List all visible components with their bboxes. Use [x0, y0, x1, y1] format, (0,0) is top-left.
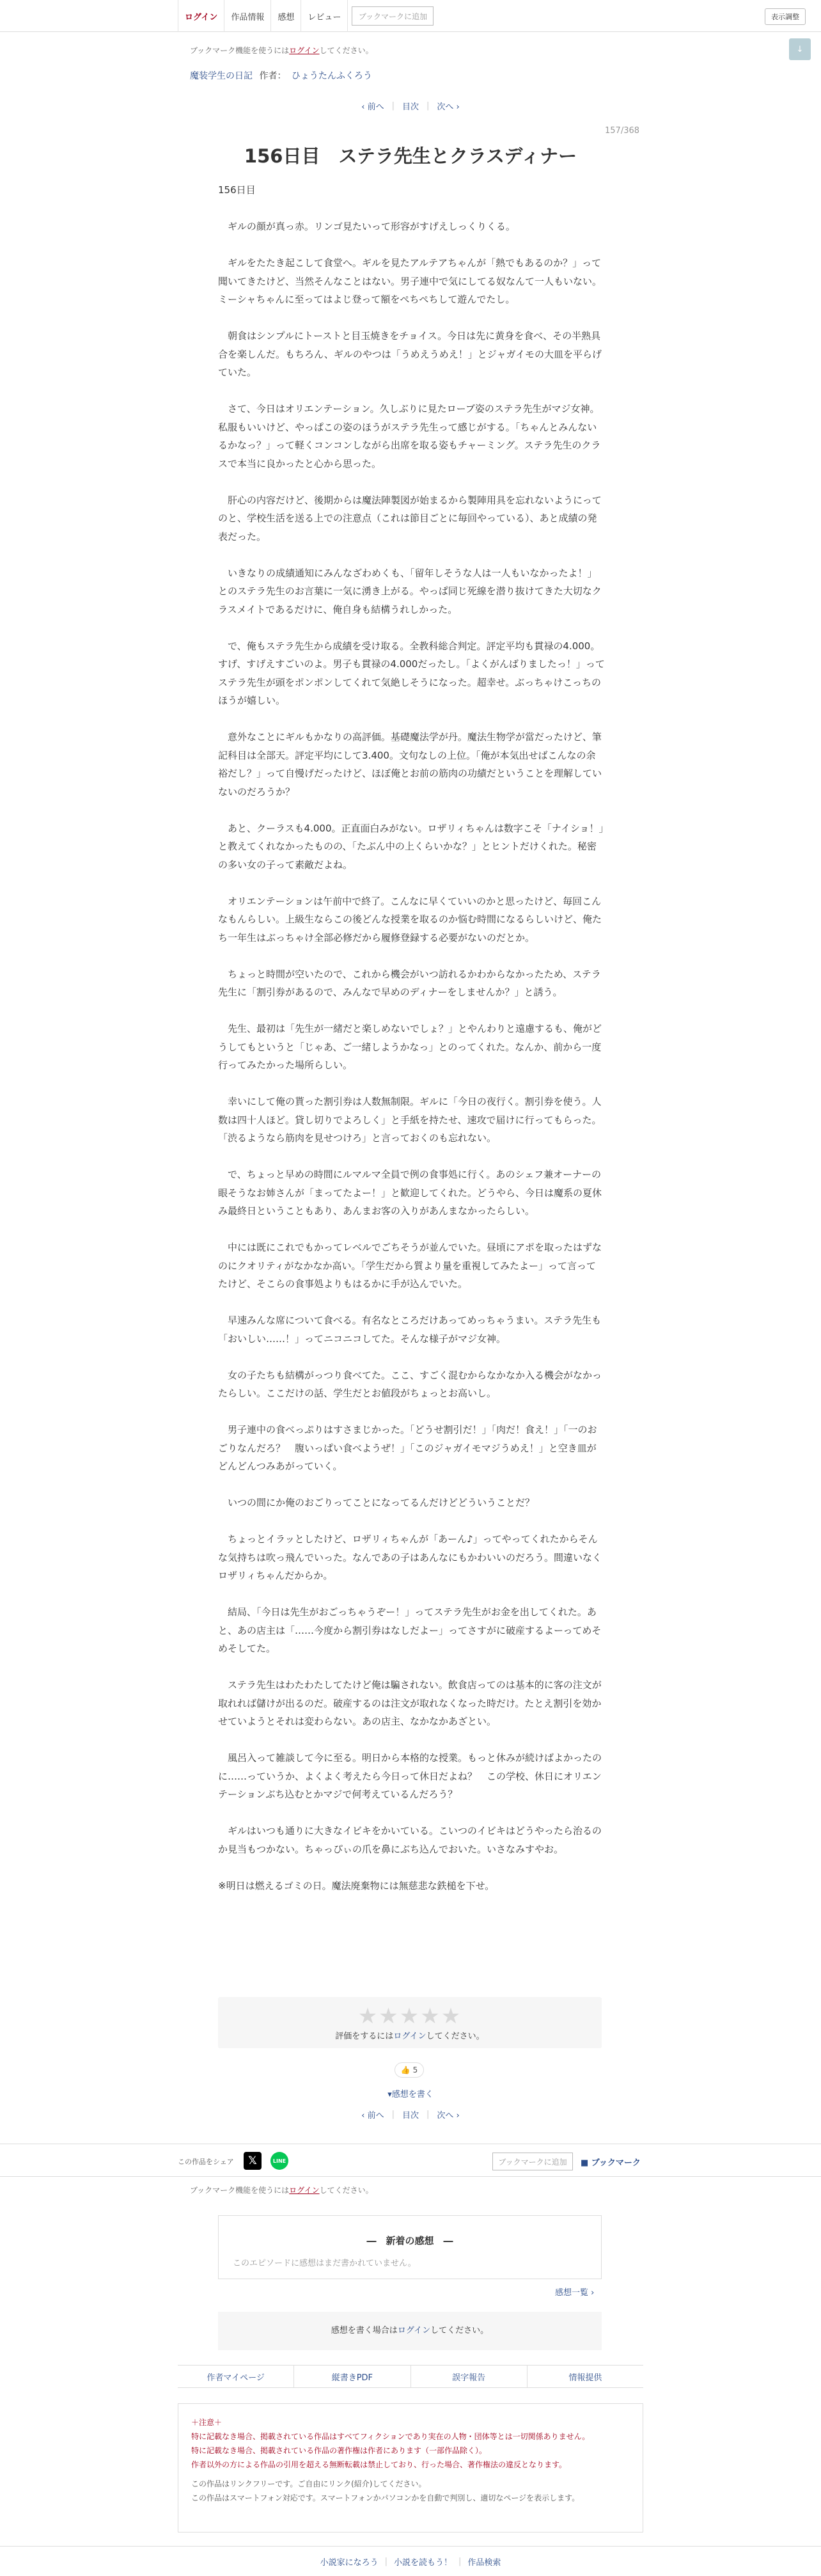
rating-message: 評価をするにはログインしてください。	[335, 2032, 485, 2041]
next-link[interactable]: 次へ ›	[437, 102, 460, 112]
caution-heading: ＋注意＋	[191, 2418, 223, 2427]
author-page-link[interactable]: 作者マイページ	[207, 2373, 265, 2383]
display-settings-button[interactable]: 表示調整	[765, 8, 806, 25]
caution-line: 特に記載なき場合、掲載されている作品の著作権は作者にあります（一部作品除く）。	[191, 2446, 487, 2455]
episode-counter: 157/368	[605, 126, 640, 136]
footer-links	[178, 2365, 643, 2388]
novel-paragraph: 中には既にこれでもかってレベルでごちそうが並んでいた。昼頃にアポを取ったはずなのにクオリティがなかなか高い。「学生だから質より量を重視してみたよー」って言ってたけど、そこらの食事処よりもはるかに手が込んでいた。	[218, 1242, 602, 1290]
impressions-link[interactable]: 感想	[270, 0, 301, 32]
novel-paragraph: で、ちょっと早めの時間にルマルマ全員で例の食事処に行く。あのシェフ兼オーナーの眼そうなお姉さんが「まってたよー！」と歓迎してくれた。どうやら、今日は魔系の夏休み最終日ということもあり、あんまお客の入りがあんまなかったらしい。	[218, 1169, 602, 1217]
new-impressions-title: ― 新着の感想 ―	[366, 2235, 453, 2247]
rating-box	[218, 1997, 602, 2048]
toc-link-bottom[interactable]: 目次	[402, 2111, 419, 2121]
novel-paragraph: 朝食はシンプルにトーストと目玉焼きをチョイス。今日は先に黄身を食べ、その半熟具合を楽しんだ。もちろん、ギルのやつは「うめえうめえ！」とジャガイモの大皿を平らげていた。	[218, 330, 602, 378]
caution-line: 作者以外の方による作品の引用を超える無断転載は禁止しており、行った場合、著作権法の違反となります。	[191, 2460, 567, 2469]
share-bar	[0, 2144, 821, 2177]
novel-paragraph: ギルはいつも通りに大きなイビキをかいている。こいつのイビキはどうやったら治るのか見当もつかない。ちゃっぴぃの爪を鼻にぶち込んでおいた。いさなみすやお。	[218, 1825, 602, 1855]
like-count: 5	[412, 2066, 418, 2074]
typo-report-link[interactable]: 誤字報告	[410, 2366, 527, 2387]
bookmark-link[interactable]: ■ ブックマーク	[581, 2158, 641, 2168]
series-title-link[interactable]: 魔装学生の日記	[190, 71, 253, 81]
add-bookmark-button[interactable]: ブックマークに追加	[352, 6, 434, 26]
yomou-link[interactable]: 小説を読もう！	[393, 2557, 452, 2568]
login-link[interactable]: ログイン	[178, 0, 224, 32]
novel-paragraph: で、俺もステラ先生から成績を受け取る。全教科総合判定。評定平均も貫禄の4.000。すげ、すげえすごいのよ。男子も貫禄の4.000だったし。「よくがんばりましたっ！」ってステラ先生が頭をポンポンしてくれて気絶しそうになった。超幸せ。ぶっちゃけこっちのほうが嬉しい。	[218, 640, 605, 706]
caution-line: 特に記載なき場合、掲載されている作品はすべてフィクションであり実在の人物・団体等とは一切関係ありません。	[191, 2432, 590, 2441]
x-share-icon[interactable]: 𝕏	[244, 2152, 262, 2170]
info-provide-link[interactable]: 情報提供	[527, 2366, 643, 2387]
thumbs-up-icon: 👍	[400, 2066, 410, 2074]
novel-paragraph: ギルの顔が真っ赤。リンゴ見たいって形容がすげえしっくりくる。	[218, 221, 515, 232]
scroll-arrow-icon[interactable]: ↓	[789, 38, 811, 60]
write-impression-link[interactable]: ▾感想を書く	[387, 2090, 434, 2099]
add-bookmark-button-bottom[interactable]: ブックマークに追加	[492, 2153, 573, 2170]
narou-link[interactable]: 小説家になろう	[320, 2557, 379, 2568]
rating-login-link[interactable]: ログイン	[393, 2032, 426, 2041]
novel-paragraph: ※明日は燃えるゴミの日。魔法廃棄物には無慈悲な鉄槌を下せ。	[218, 1879, 495, 1892]
bookmark-notice: ブックマーク機能を使うにはログインしてください。	[190, 46, 373, 55]
episode-title: 156日目 ステラ先生とクラスディナー	[244, 145, 577, 167]
novel-paragraph: 早速みんな席について食べる。有名なところだけあってめっちゃうまい。ステラ先生も「おいしい……！」ってニコニコしてた。そんな様子がマジ女神。	[218, 1315, 602, 1345]
next-link-bottom[interactable]: 次へ ›	[437, 2111, 460, 2121]
novel-paragraph: 結局、「今日は先生がおごっちゃうぞー！」ってステラ先生がお金を出してくれた。あと、あの店主は「……今度から割引券はなしだよー」ってさすがに破産するよーってめそめそしてた。	[218, 1606, 602, 1654]
share-label: この作品をシェア	[178, 2158, 234, 2166]
novel-paragraph: 男子連中の食べっぷりはすさまじかった。「どうせ割引だ！」「肉だ！食え！」「一のおごりなんだろ？ 腹いっぱい食べようぜ！」「このジャガイモマジうめえ！」と空き皿がどんどんつみあがっていく。	[218, 1424, 597, 1472]
novel-paragraph: 風呂入って雑談して今に至る。明日から本格的な授業。もっと休みが続けばよかったのに……っていうか、よくよく考えたら今日って休日だよね？ この学校、休日にオリエンテーションぶち込むとかマジで何考えているんだろう？	[218, 1752, 602, 1800]
novel-paragraph: 幸いにして俺の貰った割引券は人数無制限。ギルに「今日の夜行く。割引券を使う。人数は四十人ほど。貸し切りでよろしく」と手紙を持たせ、速攻で届けに行ってもらった。「渋るようなら筋肉を見せつけろ」と言っておくのも忘れない。	[218, 1096, 602, 1144]
novel-paragraph: 意外なことにギルもかなりの高評価。基礎魔法学が丹。魔法生物学が當だったけど、筆記科目は全部天。評定平均にして3.400。文句なしの上位。「俺が本気出せばこんなの余裕だし？」って自慢げだったけど、ほぼ俺とお前の筋肉の功績だということを理解していないのだろうか？	[218, 731, 602, 798]
prev-link-bottom[interactable]: ‹ 前へ	[361, 2111, 384, 2121]
impression-login-link[interactable]: ログイン	[397, 2326, 431, 2335]
novel-paragraph: ちょっと時間が空いたので、これから機会がいつ訪れるかわからなかったため、ステラ先生に「割引券があるので、みんなで早めのディナーをしませんか？」と誘う。	[218, 968, 601, 998]
novel-paragraph: オリエンテーションは午前中で終了。こんなに早くていいのかと思ったけど、毎回こんなもんらしい。上級生ならこの後どんな授業を取るのか悩む時間になるらしいけど、俺たち一年生はぶっちゃけ全部必修だから履修登録する必要がないのだとか。	[218, 895, 602, 944]
top-nav-menu	[178, 0, 434, 32]
caution-box	[178, 2403, 643, 2533]
notice-login-link[interactable]: ログイン	[289, 46, 320, 55]
novel-paragraph: あと、クーラスも4.000。正直面白みがない。ロザリィちゃんは数字こそ「ナイショ！」と教えてくれなかったものの、「たぶん中の上くらいかな？」とヒントだけくれた。秘密の多い女の子って素敵だよね。	[218, 822, 604, 871]
toc-link[interactable]: 目次	[402, 102, 419, 112]
episode-subtitle: 156日目	[218, 184, 256, 196]
top-nav	[0, 0, 821, 32]
caution-note: この作品はリンクフリーです。ご自由にリンク(紹介)してください。 この作品はスマートフォン対応です。スマートフォンかパソコンかを自動で判別し、適切なページを表示します。	[191, 2479, 580, 2502]
series-info	[190, 69, 372, 82]
notice-login-link-bottom[interactable]: ログイン	[289, 2186, 320, 2195]
novel-paragraph: 肝心の内容だけど、後期からは魔法陣製図が始まるから製陣用具を忘れないようにってのと、学校生活を送る上での注意点（これは節目ごとに毎回やっている）、あと成績の発表だった。	[218, 494, 602, 542]
work-info-link[interactable]: 作品情報	[224, 0, 270, 32]
rating-stars[interactable]: ★★★★★	[357, 2003, 462, 2029]
novel-body	[218, 217, 605, 1913]
impression-login-box: 感想を書く場合はログインしてください。	[218, 2312, 602, 2350]
novel-paragraph: ステラ先生はわたわたしてたけど俺は騙されない。飲食店ってのは基本的に客の注文が取れれば儲けが出るのだ。破産するのは注文が取れなくなった時だけ。たとえ割引を効かせていようとそれは変わらない。あの店主、なかなかあざとい。	[218, 1679, 602, 1727]
bottom-pager: ‹ 前へ | 目次 | 次へ ›	[361, 2110, 460, 2121]
novel-paragraph: いきなりの成績通知にみんなざわめくも、「留年しそうな人は一人もいなかったよ！」とのステラ先生のお言葉に一気に湧き上がる。やっぱ同じ死線を潜り抜けてきた大切なクラスメイトであるだけに、俺自身も結構うれしかった。	[218, 567, 602, 615]
no-impressions-text: このエピソードに感想はまだ書かれていません。	[233, 2259, 416, 2268]
author-link[interactable]: ひょうたんふくろう	[291, 71, 372, 81]
bottom-bar: 小説家になろう | 小説を読もう！ | 作品検索	[0, 2546, 821, 2576]
novel-paragraph: ギルをたたき起こして食堂へ。ギルを見たアルテアちゃんが「熱でもあるのか？」って聞いてきたけど、当然そんなことはない。男子連中で気にしてる奴なんて一人もいない。ミーシャちゃんに至ってはよじ登って額をぺちぺちして遊んでたし。	[218, 257, 602, 305]
impressions-list-link[interactable]: 感想一覧 ›	[555, 2288, 595, 2298]
line-share-icon[interactable]: LINE	[270, 2152, 288, 2170]
vertical-pdf-link[interactable]: 縦書きPDF	[293, 2366, 410, 2387]
bookmark-notice-bottom: ブックマーク機能を使うにはログインしてください。	[190, 2186, 373, 2195]
new-impressions-box	[218, 2215, 602, 2279]
author-label: 作者：	[259, 71, 286, 81]
top-pager: ‹ 前へ | 目次 | 次へ ›	[361, 101, 460, 112]
novel-paragraph: 女の子たちも結構がっつり食べてた。ここ、すごく混むからなかなか入る機会がなかったらしい。ここだけの話、学生だとお値段がちょっとお高いし。	[218, 1369, 602, 1399]
novel-paragraph: さて、今日はオリエンテーション。久しぶりに見たローブ姿のステラ先生がマジ女神。私服もいいけど、やっぱこの姿のほうがステラ先生って感じがする。「ちゃんとみんないるかなっ？」って軽くコンコンしながら出席を取る姿もチャーミング。ステラ先生のクラスで本当に良かったと心から思った。	[218, 403, 601, 470]
novel-paragraph: ちょっとイラッとしたけど、ロザリィちゃんが「あーん♪」ってやってくれたからそんな気持ちは吹っ飛んでいった。なんであの子はあんなにもかわいいのだろう。間違いなくロザリィちゃんだからか。	[218, 1533, 602, 1581]
novel-paragraph: 先生、最初は「先生が一緒だと楽しめないでしょ？」とやんわりと遠慮するも、俺がどうしてもというと「じゃあ、ご一緒しようかなっ」とのってくれた。なんか、前から一度行ってみたかった場所らしい。	[218, 1023, 602, 1071]
prev-link[interactable]: ‹ 前へ	[361, 102, 384, 112]
review-link[interactable]: レビュー	[301, 0, 348, 32]
search-link[interactable]: 作品検索	[467, 2557, 501, 2568]
like-button[interactable]	[395, 2062, 424, 2078]
novel-paragraph: いつの間にか俺のおごりってことになってるんだけどどういうことだ？	[218, 1497, 535, 1508]
